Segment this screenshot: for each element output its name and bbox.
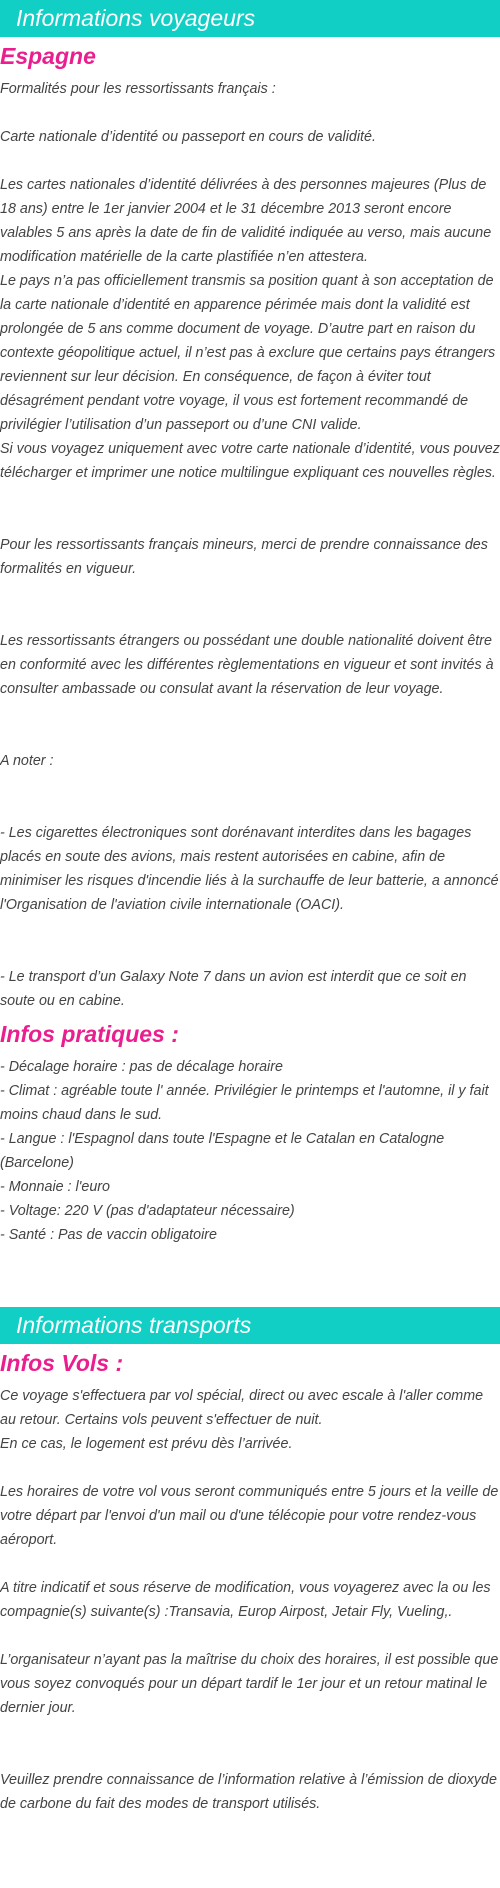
infos-pratiques-title: Infos pratiques : (0, 1021, 179, 1047)
list-item: - Langue : l'Espagnol dans toute l'Espagne et le Catalan en Catalogne (Barcelone) (0, 1131, 445, 1171)
section-header-transports: Informations transports (0, 1307, 500, 1344)
infos-vols-title: Infos Vols : (0, 1350, 124, 1376)
etrangers-paragraph: Les ressortissants étrangers ou possédant une double nationalité doivent être en conformité avec les différentes règlementations en vigueur et sont invités à consulter ambassade ou consulat avant la réservation de leur voyage. (0, 633, 494, 697)
galaxy-paragraph: - Le transport d’un Galaxy Note 7 dans un avion est interdit que ce soit en soute ou en cabine. (0, 969, 467, 1009)
voyageurs-content (0, 77, 500, 1013)
logement-paragraph: En ce cas, le logement est prévu dès l’arrivée. (0, 1436, 293, 1452)
horaires-paragraph: Les horaires de votre vol vous seront communiqués entre 5 jours et la veille de votre départ par l'envoi d'un mail ou d'une télécopie pour votre rendez-vous aéroport. (0, 1484, 499, 1548)
list-item: - Monnaie : l'euro (0, 1179, 111, 1195)
formalites-intro: Formalités pour les ressortissants français : (0, 81, 276, 97)
mineurs-paragraph: Pour les ressortissants français mineurs, merci de prendre connaissance des formalités en vigueur. (0, 537, 488, 577)
cni-validite-paragraph: Les cartes nationales d’identité délivrées à des personnes majeures (Plus de 18 ans) entre le 1er janvier 2004 et le 31 décembre 2013 seront encore valables 5 ans après la date de fin de validité indiquée au verso, mais aucune modification matérielle de la carte plastifiée n’en attestera. (0, 177, 492, 265)
position-paragraph: Le pays n’a pas officiellement transmis sa position quant à son acceptation de la carte nationale d’identité en apparence périmée mais dont la validité est prolongée de 5 ans comme document de voyage. D’autre part en raison du contexte géopolitique actuel, il n’est pas à exclure que certains pays étrangers reviennent sur leur décision. En conséquence, de façon à éviter tout désagrément pendant votre voyage, il vous est fortement recommandé de privilégier l’utilisation d’un passeport ou d’une CNI valide. (0, 273, 496, 433)
cigarettes-paragraph: - Les cigarettes électroniques sont dorénavant interdites dans les bagages placés en soute des avions, mais restent autorisées en cabine, afin de minimiser les risques d'incendie liés à la surchauffe de leur batterie, a annoncé l'Organisation de l'aviation civile internationale (OACI). (0, 825, 499, 913)
list-item: - Santé : Pas de vaccin obligatoire (0, 1227, 217, 1243)
a-noter-label: A noter : (0, 753, 54, 769)
section-header-voyageurs: Informations voyageurs (0, 0, 500, 37)
country-title: Espagne (0, 43, 96, 69)
list-item: - Décalage horaire : pas de décalage horaire (0, 1059, 283, 1075)
compagnies-paragraph: A titre indicatif et sous réserve de modification, vous voyagerez avec la ou les compagnie(s) suivante(s) :Transavia, Europ Airpost, Jetair Fly, Vueling,. (0, 1580, 491, 1620)
infos-pratiques-list (0, 1055, 500, 1247)
vol-paragraph: Ce voyage s'effectuera par vol spécial, direct ou avec escale à l'aller comme au retour. Certains vols peuvent s'effectuer de nuit. (0, 1388, 484, 1428)
list-item: - Climat : agréable toute l' année. Privilégier le printemps et l'automne, il y fait moins chaud dans le sud. (0, 1083, 489, 1123)
co2-paragraph: Veuillez prendre connaissance de l’information relative à l’émission de dioxyde de carbone du fait des modes de transport utilisés. (0, 1772, 497, 1812)
list-item: - Voltage: 220 V (pas d'adaptateur nécessaire) (0, 1203, 295, 1219)
cni-paragraph: Carte nationale d’identité ou passeport en cours de validité. (0, 129, 376, 145)
transports-content (0, 1384, 500, 1816)
notice-paragraph: Si vous voyagez uniquement avec votre carte nationale d’identité, vous pouvez télécharger et imprimer une notice multilingue expliquant ces nouvelles règles. (0, 441, 500, 481)
organisateur-paragraph: L’organisateur n’ayant pas la maîtrise du choix des horaires, il est possible que vous soyez convoqués pour un départ tardif le 1er jour et un retour matinal le dernier jour. (0, 1652, 499, 1716)
